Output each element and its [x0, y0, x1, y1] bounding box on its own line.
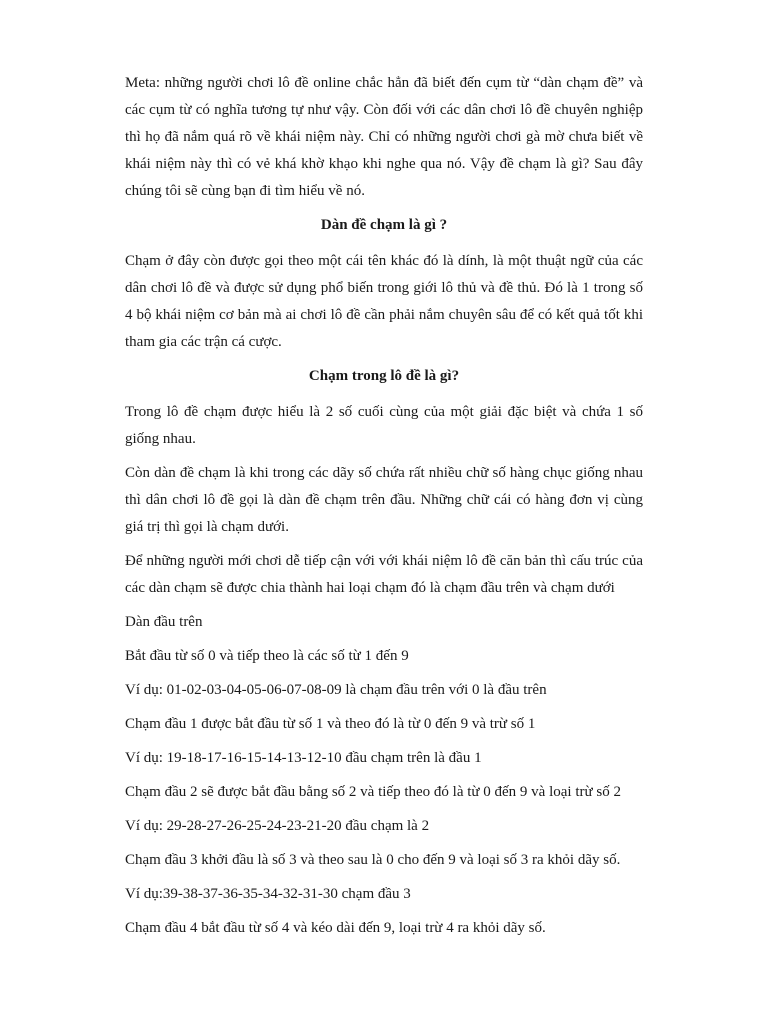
definition-paragraph: Chạm ở đây còn được gọi theo một cái tên khác đó là dính, là một thuật ngữ của các dân chơi lô đề và được sử dụng phổ biến trong giới lô thủ và đề thủ. Đó là 1 trong số 4 bộ khái niệm cơ bản mà ai chơi lô đề cần phải nắm chuyên sâu để có kết quả tốt khi tham gia các trận cá cược.: [125, 253, 643, 350]
section-heading-cham-trong-lo-de: Chạm trong lô đề là gì?: [308, 368, 460, 384]
text-line: Ví dụ:39-38-37-36-35-34-32-31-30 chạm đầu 3: [125, 886, 411, 902]
text-line: Ví dụ: 29-28-27-26-25-24-23-21-20 đầu chạm là 2: [125, 818, 430, 834]
text-line: Ví dụ: 01-02-03-04-05-06-07-08-09 là chạm đầu trên với 0 là đầu trên: [125, 682, 547, 698]
text-line: Dàn đầu trên: [125, 614, 203, 630]
text-line: Chạm đầu 3 khởi đầu là số 3 và theo sau là 0 cho đến 9 và loại số 3 ra khỏi dãy số.: [125, 852, 621, 868]
document-body: [125, 70, 643, 949]
text-line: Chạm đầu 4 bắt đầu từ số 4 và kéo dài đến 9, loại trừ 4 ra khỏi dãy số.: [125, 920, 546, 936]
text-line: Ví dụ: 19-18-17-16-15-14-13-12-10 đầu chạm trên là đầu 1: [125, 750, 482, 766]
intro-paragraph: Meta: những người chơi lô đề online chắc hẳn đã biết đến cụm từ “dàn chạm đề” và các cụm từ có nghĩa tương tự như vậy. Còn đối với các dân chơi lô đề chuyên nghiệp thì họ đã nắm quá rõ về khái niệm này. Chỉ có những người chơi gà mờ chưa biết về khái niệm này thì có vẻ khá khờ khạo khi nghe qua nó. Vậy đề chạm là gì? Sau đây chúng tôi sẽ cùng bạn đi tìm hiểu về nó.: [125, 75, 643, 199]
structure-paragraph: Để những người mới chơi dễ tiếp cận với với khái niệm lô đề căn bản thì cấu trúc của các dàn chạm sẽ được chia thành hai loại chạm đó là chạm đầu trên và chạm dưới: [125, 553, 643, 596]
text-line: Chạm đầu 1 được bắt đầu từ số 1 và theo đó là từ 0 đến 9 và trừ số 1: [125, 716, 536, 732]
cham-explanation-paragraph: Trong lô đề chạm được hiểu là 2 số cuối cùng của một giải đặc biệt và chứa 1 số giống nhau.: [125, 404, 643, 447]
section-heading-dan-de-cham: Dàn đề chạm là gì ?: [320, 217, 448, 233]
text-line: Bắt đầu từ số 0 và tiếp theo là các số từ 1 đến 9: [125, 648, 409, 664]
dan-de-cham-paragraph: Còn dàn đề chạm là khi trong các dãy số chứa rất nhiều chữ số hàng chục giống nhau thì dân chơi lô đề gọi là dàn đề chạm trên đầu. Những chữ cái có hàng đơn vị cùng giá trị thì gọi là chạm dưới.: [125, 465, 643, 535]
text-line: Chạm đầu 2 sẽ được bắt đầu bằng số 2 và tiếp theo đó là từ 0 đến 9 và loại trừ số 2: [125, 784, 621, 800]
